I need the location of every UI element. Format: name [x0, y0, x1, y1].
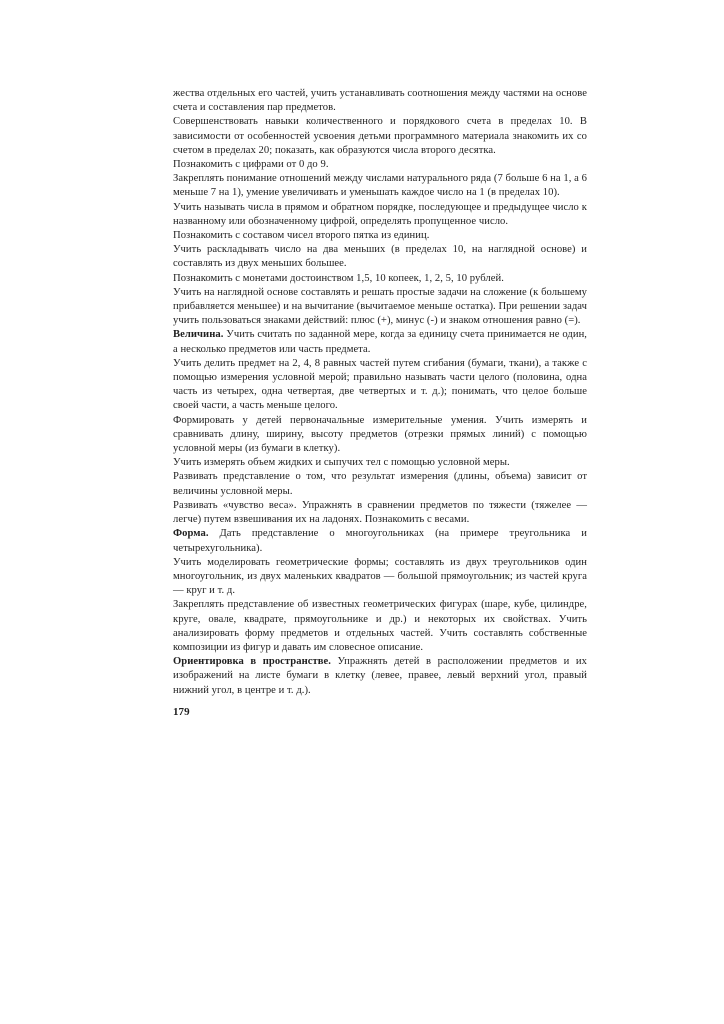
paragraph: [173, 286, 587, 329]
paragraph-text: Учить называть числа в прямом и обратном порядке, последующее и предыдущее число к названному или обозначенному цифрой, определять пропущенное число.: [173, 201, 587, 227]
document-page: [173, 87, 587, 719]
paragraph: [173, 598, 587, 655]
paragraph-text: жества отдельных его частей, учить устанавливать соотношения между частями на основе счета и составления пар предметов.: [173, 88, 587, 114]
paragraph-text: Учить измерять объем жидких и сыпучих тел с помощью условной меры.: [173, 457, 510, 469]
paragraph: [173, 655, 587, 698]
paragraph-text: Познакомить с составом чисел второго пятка из единиц.: [173, 230, 430, 242]
section-heading: Ориентировка в пространстве.: [173, 656, 331, 668]
paragraph-text: Учить делить предмет на 2, 4, 8 равных частей путем сгибания (бумаги, ткани), а также с помощью измерения условной мерой; правильно называть части целого (половина, одна часть из четырех, одна четвертая, две четвертых и т. д.); понимать, что целое больше своей части, а часть меньше целого.: [173, 357, 587, 412]
paragraph: [173, 414, 587, 457]
paragraph: [173, 499, 587, 527]
paragraph: [173, 328, 587, 356]
paragraph-text: Учить раскладывать число на два меньших (в пределах 10, на наглядной основе) и составлять из двух меньших большее.: [173, 244, 587, 270]
paragraph-text: Познакомить с монетами достоинством 1,5, 10 копеек, 1, 2, 5, 10 рублей.: [173, 272, 504, 284]
paragraph: [173, 357, 587, 414]
paragraph-text: Познакомить с цифрами от 0 до 9.: [173, 159, 329, 171]
paragraph-text: Дать представление о многоугольниках (на примере треугольника и четырехугольника).: [173, 528, 587, 554]
paragraph: [173, 556, 587, 599]
paragraph-text: Развивать представление о том, что результат измерения (длины, объема) зависит от величины условной меры.: [173, 471, 587, 497]
body-text: [173, 87, 587, 698]
paragraph-text: Закреплять понимание отношений между числами натурального ряда (7 больше 6 на 1, а 6 меньше 7 на 1), умение увеличивать и уменьшать каждое число на 1 (в пределах 10).: [173, 173, 587, 199]
paragraph-text: Учить моделировать геометрические формы; составлять из двух треугольников один многоугольник, из двух маленьких квадратов — большой прямоугольник; из частей круга — круг и т. д.: [173, 556, 587, 597]
paragraph: [173, 456, 587, 470]
paragraph-text: Учить считать по заданной мере, когда за единицу счета принимается не один, а несколько предметов или часть предмета.: [173, 329, 587, 355]
paragraph: [173, 172, 587, 200]
section-heading: Форма.: [173, 528, 209, 540]
paragraph-text: Развивать «чувство веса». Упражнять в сравнении предметов по тяжести (тяжелее — легче) путем взвешивания их на ладонях. Познакомить с весами.: [173, 499, 587, 526]
paragraph-text: Формировать у детей первоначальные измерительные умения. Учить измерять и сравнивать длину, ширину, высоту предметов (отрезки прямых линий) с помощью условной меры (из бумаги в клетку).: [173, 414, 587, 455]
paragraph: [173, 201, 587, 229]
paragraph: [173, 272, 587, 286]
paragraph: [173, 470, 587, 498]
paragraph: [173, 87, 587, 115]
paragraph: [173, 115, 587, 158]
paragraph-text: Закреплять представление об известных геометрических фигурах (шаре, кубе, цилиндре, круге, овале, квадрате, прямоугольнике и др.) и некоторых их свойствах. Учить анализировать форму предметов и отдельных частей. Учить составлять собственные композиции из фигур и давать им словесное описание.: [173, 599, 587, 653]
paragraph-text: Учить на наглядной основе составлять и решать простые задачи на сложение (к большему прибавляется меньшее) и на вычитание (вычитаемое меньше остатка). При решении задач учить пользоваться знаками действий: плюс (+), минус (-) и знаком отношения равно (=).: [173, 286, 587, 327]
paragraph: [173, 243, 587, 271]
paragraph: [173, 527, 587, 555]
page-number: 179: [173, 705, 190, 718]
paragraph: [173, 158, 587, 172]
paragraph: [173, 229, 587, 243]
section-heading: Величина.: [173, 329, 224, 341]
paragraph-text: Совершенствовать навыки количественного и порядкового счета в пределах 10. В зависимости от особенностей усвоения детьми программного материала знакомить их со счетом в пределах 20; показать, как образуются числа второго десятка.: [173, 116, 587, 156]
paragraph-text: Упражнять детей в расположении предметов и их изображений на листе бумаги в клетку (левее, правее, левый верхний угол, правый нижний угол, в центре и т. д.).: [173, 656, 588, 696]
